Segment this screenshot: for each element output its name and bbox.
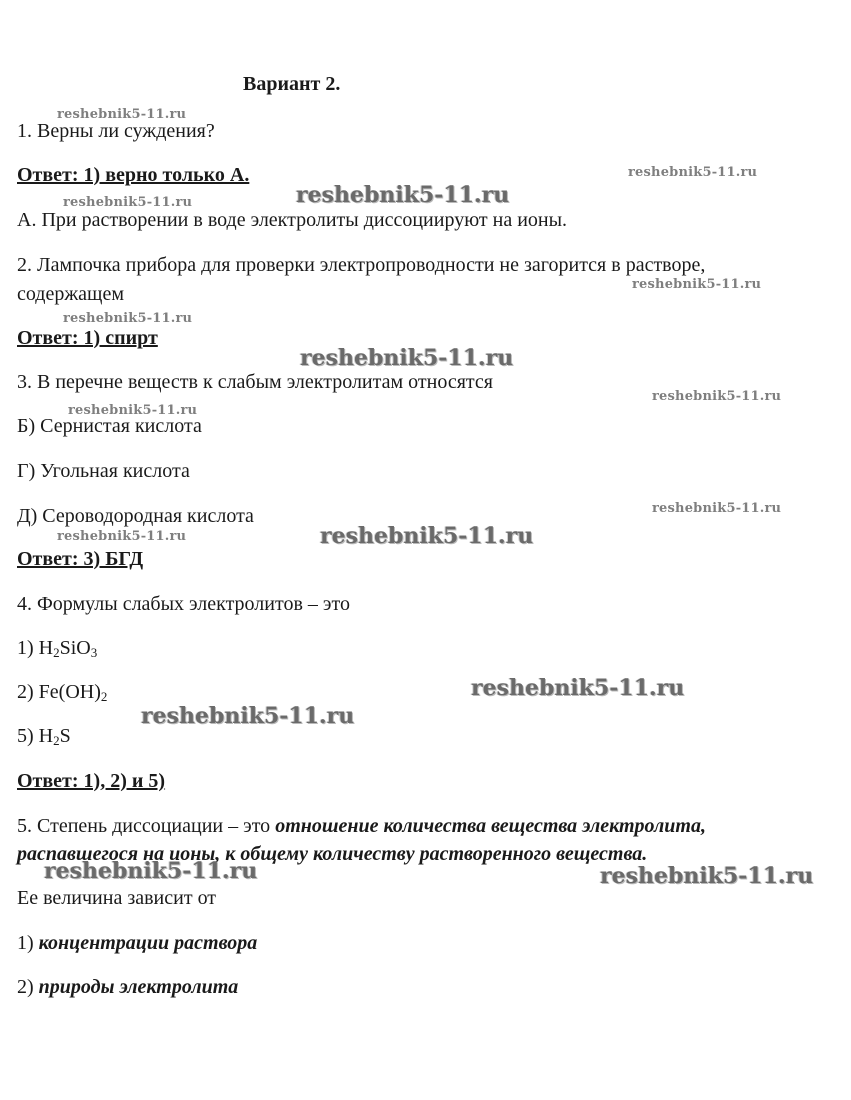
- watermark: reshebnik5-11.ru: [68, 403, 198, 418]
- question-4-option-2: [17, 680, 107, 704]
- watermark: reshebnik5-11.ru: [632, 277, 762, 292]
- watermark: reshebnik5-11.ru: [600, 863, 814, 889]
- formula-subscript: 2: [53, 645, 60, 660]
- statement-a: А. При растворении в воде электролиты диссоциируют на ионы.: [17, 209, 568, 231]
- question-5-option-2: [17, 975, 238, 999]
- watermark: reshebnik5-11.ru: [652, 389, 782, 404]
- watermark: reshebnik5-11.ru: [63, 195, 193, 210]
- option-number: 1): [17, 932, 39, 954]
- question-2-line-1: 2. Лампочка прибора для проверки электропроводности не загорится в растворе,: [17, 254, 706, 276]
- answer-4: Ответ: 1), 2) и 5): [17, 770, 166, 792]
- question-3-option-d: Д) Сероводородная кислота: [17, 505, 254, 527]
- question-4-option-1: [17, 636, 97, 660]
- question-5-start: 5. Степень диссоциации – это: [17, 815, 276, 837]
- watermark: reshebnik5-11.ru: [300, 345, 514, 371]
- watermark: reshebnik5-11.ru: [320, 523, 534, 549]
- formula-part: 1) H: [17, 637, 54, 659]
- page-title: Вариант 2.: [243, 73, 341, 95]
- formula-part: S: [59, 725, 71, 747]
- watermark: reshebnik5-11.ru: [63, 311, 193, 326]
- watermark: reshebnik5-11.ru: [57, 107, 187, 122]
- question-5-depends: Ее величина зависит от: [17, 887, 217, 909]
- formula-subscript: 3: [90, 645, 98, 660]
- watermark: reshebnik5-11.ru: [44, 858, 258, 884]
- question-1: 1. Верны ли суждения?: [17, 120, 215, 142]
- question-3-option-g: Г) Угольная кислота: [17, 460, 190, 482]
- question-4-option-5: [17, 724, 71, 748]
- formula-part: 2) Fe(OH): [17, 681, 101, 703]
- option-text: концентрации раствора: [38, 932, 258, 954]
- formula-subscript: 2: [100, 689, 108, 704]
- answer-1: Ответ: 1) верно только А.: [17, 164, 250, 186]
- definition-part-1: отношение количества вещества электролита,: [275, 815, 706, 837]
- question-3: 3. В перечне веществ к слабым электролитам относятся: [17, 371, 493, 393]
- question-4: 4. Формулы слабых электролитов – это: [17, 593, 350, 615]
- question-5-line-1: [17, 814, 706, 838]
- formula-subscript: 2: [53, 733, 60, 748]
- watermark: reshebnik5-11.ru: [628, 165, 758, 180]
- option-number: 2): [17, 976, 39, 998]
- option-text: природы электролита: [38, 976, 239, 998]
- watermark: reshebnik5-11.ru: [471, 675, 685, 701]
- question-2-line-2: содержащем: [17, 283, 124, 305]
- question-5-option-1: [17, 931, 257, 955]
- question-3-option-b: Б) Сернистая кислота: [17, 415, 202, 437]
- formula-part: SiO: [59, 637, 91, 659]
- answer-2: Ответ: 1) спирт: [17, 327, 158, 349]
- watermark: reshebnik5-11.ru: [296, 182, 510, 208]
- watermark: reshebnik5-11.ru: [652, 501, 782, 516]
- watermark: reshebnik5-11.ru: [141, 703, 355, 729]
- answer-3: Ответ: 3) БГД: [17, 548, 144, 570]
- watermark: reshebnik5-11.ru: [57, 529, 187, 544]
- formula-part: 5) H: [17, 725, 54, 747]
- definition-part-2: распавшегося на ионы, к общему количеству растворенного вещества.: [17, 843, 648, 865]
